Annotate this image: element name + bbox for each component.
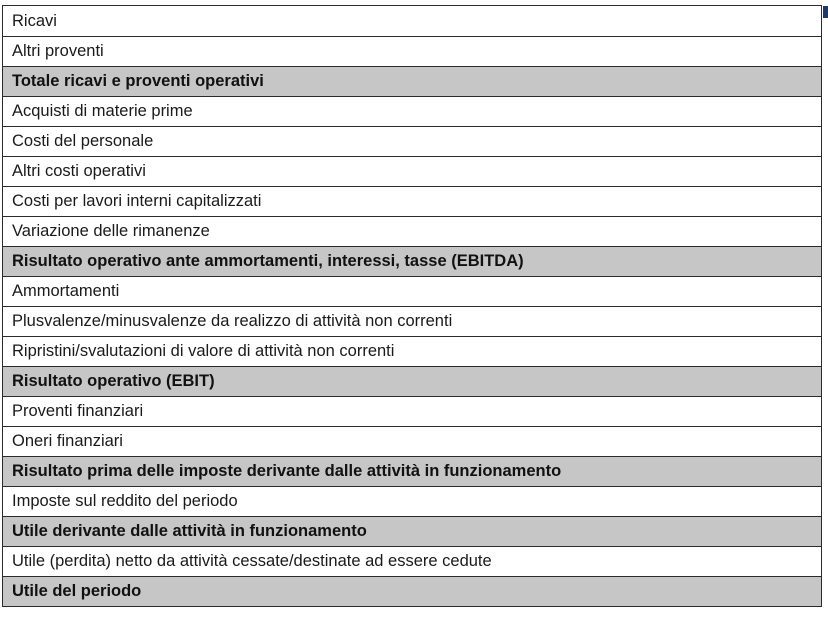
row-label: Altri costi operativi xyxy=(12,162,146,180)
table-row xyxy=(3,217,821,247)
row-label: Plusvalenze/minusvalenze da realizzo di attività non correnti xyxy=(12,312,453,330)
row-label: Ricavi xyxy=(12,11,57,30)
row-label: Utile derivante dalle attività in funzionamento xyxy=(12,522,367,540)
row-label: Ripristini/svalutazioni di valore di attività non correnti xyxy=(12,342,395,360)
table-row-total xyxy=(3,517,821,547)
row-label: Costi per lavori interni capitalizzati xyxy=(12,192,262,210)
table-row xyxy=(3,307,821,337)
row-label: Risultato prima delle imposte derivante dalle attività in funzionamento xyxy=(12,462,562,480)
row-label: Variazione delle rimanenze xyxy=(12,222,210,240)
table-row-total xyxy=(3,67,821,97)
table-row xyxy=(3,97,821,127)
row-label: Utile (perdita) netto da attività cessate/destinate ad essere cedute xyxy=(12,552,492,570)
table-row xyxy=(3,397,821,427)
row-label: Ammortamenti xyxy=(12,282,120,300)
table-row xyxy=(3,127,821,157)
table-row xyxy=(3,337,821,367)
row-label: Imposte sul reddito del periodo xyxy=(12,492,238,510)
table-row-total xyxy=(3,247,821,277)
row-label: Risultato operativo ante ammortamenti, interessi, tasse (EBITDA) xyxy=(12,252,524,270)
row-label: Utile del periodo xyxy=(12,582,142,600)
row-label: Oneri finanziari xyxy=(12,432,123,450)
table-row xyxy=(3,37,821,67)
table-row xyxy=(3,277,821,307)
table-row xyxy=(3,6,821,37)
table-row-total xyxy=(3,577,821,607)
row-label: Altri proventi xyxy=(12,42,104,60)
table-row-total xyxy=(3,367,821,397)
table-row-total xyxy=(3,457,821,487)
income-statement-table xyxy=(2,5,822,607)
corner-accent xyxy=(823,6,828,18)
table-row xyxy=(3,427,821,457)
row-label: Totale ricavi e proventi operativi xyxy=(12,72,264,90)
row-label: Risultato operativo (EBIT) xyxy=(12,372,215,390)
table-row xyxy=(3,157,821,187)
row-label: Acquisti di materie prime xyxy=(12,102,193,120)
table-row xyxy=(3,187,821,217)
table-row xyxy=(3,547,821,577)
row-label: Proventi finanziari xyxy=(12,402,144,420)
row-label: Costi del personale xyxy=(12,132,154,150)
table-row xyxy=(3,487,821,517)
